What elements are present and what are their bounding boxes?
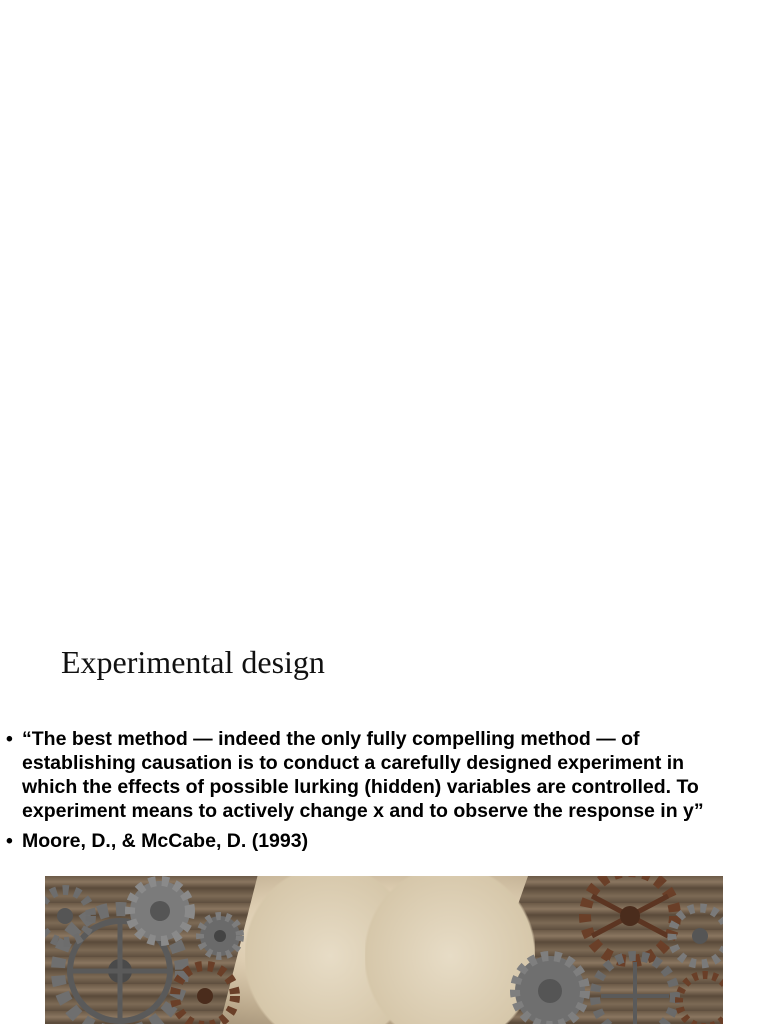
quote-line-2: establishing causation is to conduct a carefully designed experiment in bbox=[22, 752, 685, 774]
gear-icon bbox=[585, 876, 675, 961]
gear-icon bbox=[130, 881, 190, 941]
gears-heads-illustration bbox=[45, 876, 723, 1024]
bullet-citation bbox=[6, 829, 758, 853]
quote-line-3: which the effects of possible lurking (hidden) variables are controlled. To bbox=[22, 776, 699, 798]
gear-icon bbox=[515, 956, 585, 1024]
gears-graphic bbox=[45, 876, 723, 1024]
quote-line-1: “The best method — indeed the only fully compelling method — of bbox=[22, 728, 640, 750]
bullet-quote bbox=[6, 727, 758, 823]
bullet-marker: • bbox=[6, 728, 13, 750]
gear-icon bbox=[200, 916, 240, 956]
gear-icon bbox=[679, 975, 723, 1024]
slide-title: Experimental design bbox=[61, 644, 325, 680]
bullet-marker: • bbox=[6, 830, 13, 852]
citation-line: Moore, D., & McCabe, D. (1993) bbox=[22, 830, 309, 852]
bullet-list bbox=[6, 727, 758, 859]
gear-icon bbox=[595, 956, 675, 1024]
gear-icon bbox=[672, 908, 723, 964]
quote-line-4: experiment means to actively change x and to observe the response in y” bbox=[22, 800, 704, 822]
